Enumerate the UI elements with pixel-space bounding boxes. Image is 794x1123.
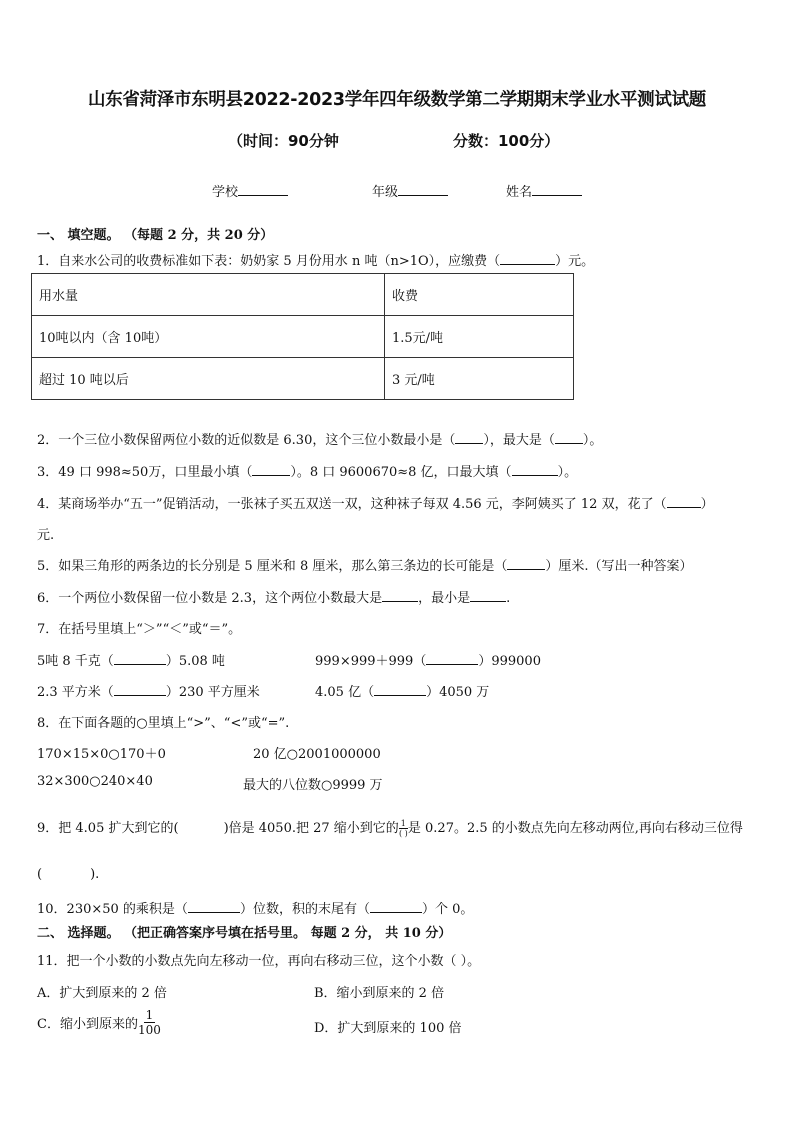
- name-field[interactable]: [506, 181, 582, 200]
- fraction-denominator: 100: [137, 1023, 161, 1037]
- q7-blank-2[interactable]: [426, 664, 478, 665]
- q7-blank-4[interactable]: [374, 695, 426, 696]
- school-blank[interactable]: [238, 195, 288, 196]
- fraction-numerator: 1: [400, 819, 406, 828]
- q7-item-1-right: ）5.08 吨: [165, 654, 225, 669]
- q7-item-1: [37, 650, 225, 669]
- q2-blank-max[interactable]: [555, 443, 583, 444]
- q6-text: 6．一个两位小数保留一位小数是 2.3，这个两位小数最大是: [37, 591, 383, 606]
- q1-text-end: ）元。: [555, 254, 595, 269]
- table-row: [32, 316, 574, 358]
- q7-item-4-right: ）4050 万: [426, 685, 490, 700]
- q7-item-2: [315, 650, 541, 669]
- q4-blank[interactable]: [667, 507, 701, 508]
- q1-text: 1．自来水公司的收费标准如下表：奶奶家 5 月份用水 n 吨（n>1O），应缴费（: [37, 254, 501, 269]
- section-2-heading: 二、 选择题。 （把正确答案序号填在括号里。 每题 2 分， 共 10 分）: [37, 926, 452, 941]
- table-header-cell: 收费: [385, 274, 574, 316]
- q7-blank-1[interactable]: [114, 664, 166, 665]
- q2-text-end: ）。: [582, 433, 603, 448]
- q6-text-end: .: [506, 591, 511, 606]
- school-label: 学校: [212, 185, 239, 200]
- table-cell: 3 元/吨: [385, 358, 574, 400]
- q7-item-1-left: 5吨 8 千克（: [37, 654, 114, 669]
- exam-score: 分数：100分）: [453, 132, 560, 150]
- question-9-cont: [37, 867, 99, 882]
- q1-blank[interactable]: [500, 264, 555, 265]
- question-3: [37, 461, 577, 480]
- q3-text: 3．49 口 998≈50万，口里最小填（: [37, 465, 253, 480]
- table-row: [32, 358, 574, 400]
- exam-time: （时间：90分钟: [228, 132, 339, 150]
- question-4-cont: 元.: [37, 528, 55, 543]
- option-d[interactable]: D．扩大到原来的 100 倍: [314, 1021, 462, 1036]
- grade-label: 年级: [372, 185, 399, 200]
- question-9: [37, 817, 743, 838]
- school-field[interactable]: [212, 181, 288, 200]
- q9-text-mid: )倍是 4050.把 27 缩小到它的: [223, 821, 399, 836]
- q2-text-mid: ），最大是（: [483, 433, 555, 448]
- option-c-text: C．缩小到原来的: [37, 1017, 138, 1032]
- q9-paren-close: ).: [90, 867, 100, 882]
- table-header-row: [32, 274, 574, 316]
- q6-blank-min[interactable]: [470, 601, 506, 602]
- option-c-fraction: [138, 1008, 161, 1037]
- q2-blank-min[interactable]: [455, 443, 483, 444]
- q9-text: 9．把 4.05 扩大到它的(: [37, 821, 179, 836]
- table-header-cell: 用水量: [32, 274, 385, 316]
- q7-item-3-left: 2.3 平方米（: [37, 685, 114, 700]
- table-cell: 超过 10 吨以后: [32, 358, 385, 400]
- question-4: [37, 493, 714, 512]
- option-b[interactable]: B．缩小到原来的 2 倍: [314, 986, 445, 1001]
- q10-text-end: ）个 0。: [421, 902, 474, 917]
- q8-item-2[interactable]: 20 亿○2001000000: [253, 747, 381, 762]
- q10-blank-2[interactable]: [370, 912, 422, 913]
- q6-text-mid: ，最小是: [418, 591, 471, 606]
- question-1: [37, 250, 594, 269]
- question-10: [37, 898, 473, 917]
- name-blank[interactable]: [532, 195, 582, 196]
- q7-item-2-left: 999×999＋999（: [315, 654, 427, 669]
- table-cell: 10吨以内（含 10吨）: [32, 316, 385, 358]
- q9-paren-open: (: [37, 867, 43, 882]
- q5-blank[interactable]: [507, 569, 545, 570]
- table-cell: 1.5元/吨: [385, 316, 574, 358]
- option-c[interactable]: [37, 1008, 161, 1037]
- q3-text-mid: ）。8 口 9600670≈8 亿，口最大填（: [290, 465, 512, 480]
- q7-blank-3[interactable]: [114, 695, 166, 696]
- q2-text: 2．一个三位小数保留两位小数的近似数是 6.30，这个三位小数最小是（: [37, 433, 456, 448]
- q8-item-4[interactable]: 最大的八位数○9999 万: [243, 778, 383, 793]
- option-a[interactable]: A．扩大到原来的 2 倍: [37, 986, 167, 1001]
- q5-text-end: ）厘米.（写出一种答案）: [545, 559, 693, 574]
- q3-blank-2[interactable]: [512, 475, 558, 476]
- q9-fraction: [399, 819, 408, 838]
- fee-table: [31, 273, 574, 400]
- q7-item-3: [37, 681, 260, 700]
- question-11: 11．把一个小数的小数点先向左移动一位，再向右移动三位，这个小数（ ）。: [37, 954, 481, 969]
- page-title: 山东省菏泽市东明县2022-2023学年四年级数学第二学期期末学业水平测试试题: [88, 90, 706, 110]
- question-8: 8．在下面各题的○里填上“>”、“<”或“=”.: [37, 716, 290, 731]
- q7-item-3-right: ）230 平方厘米: [165, 685, 260, 700]
- q10-text-mid: ）位数，积的末尾有（: [239, 902, 370, 917]
- q8-item-3[interactable]: 32×300○240×40: [37, 774, 153, 789]
- q9-text-end: 是 0.27。2.5 的小数点先向左移动两位,再向右移动三位得: [407, 821, 743, 836]
- q4-text: 4．某商场举办“五一”促销活动，一张袜子买五双送一双，这种袜子每双 4.56 元，李阿姨买了 12 双，花了（: [37, 497, 667, 512]
- question-5: [37, 555, 692, 574]
- q3-blank-1[interactable]: [252, 475, 290, 476]
- q5-text: 5．如果三角形的两条边的长分别是 5 厘米和 8 厘米，那么第三条边的长可能是（: [37, 559, 508, 574]
- q7-item-4-left: 4.05 亿（: [315, 685, 375, 700]
- q7-item-2-right: ）999000: [478, 654, 541, 669]
- grade-blank[interactable]: [398, 195, 448, 196]
- q7-item-4: [315, 681, 489, 700]
- section-1-heading: 一、 填空题。 （每题 2 分，共 20 分）: [37, 228, 274, 243]
- q8-item-1[interactable]: 170×15×0○170＋0: [37, 747, 166, 762]
- q6-blank-max[interactable]: [382, 601, 418, 602]
- question-2: [37, 429, 602, 448]
- fraction-numerator: 1: [145, 1008, 154, 1022]
- q10-text: 10．230×50 的乘积是（: [37, 902, 188, 917]
- q4-text-end: ）: [700, 497, 714, 512]
- name-label: 姓名: [506, 185, 533, 200]
- question-6: [37, 587, 510, 606]
- fraction-denominator[interactable]: ( ): [398, 829, 408, 838]
- q10-blank-1[interactable]: [188, 912, 240, 913]
- question-7: 7．在括号里填上“＞”“＜”或“＝”。: [37, 622, 242, 637]
- grade-field[interactable]: [372, 181, 448, 200]
- q3-text-end: ）。: [557, 465, 578, 480]
